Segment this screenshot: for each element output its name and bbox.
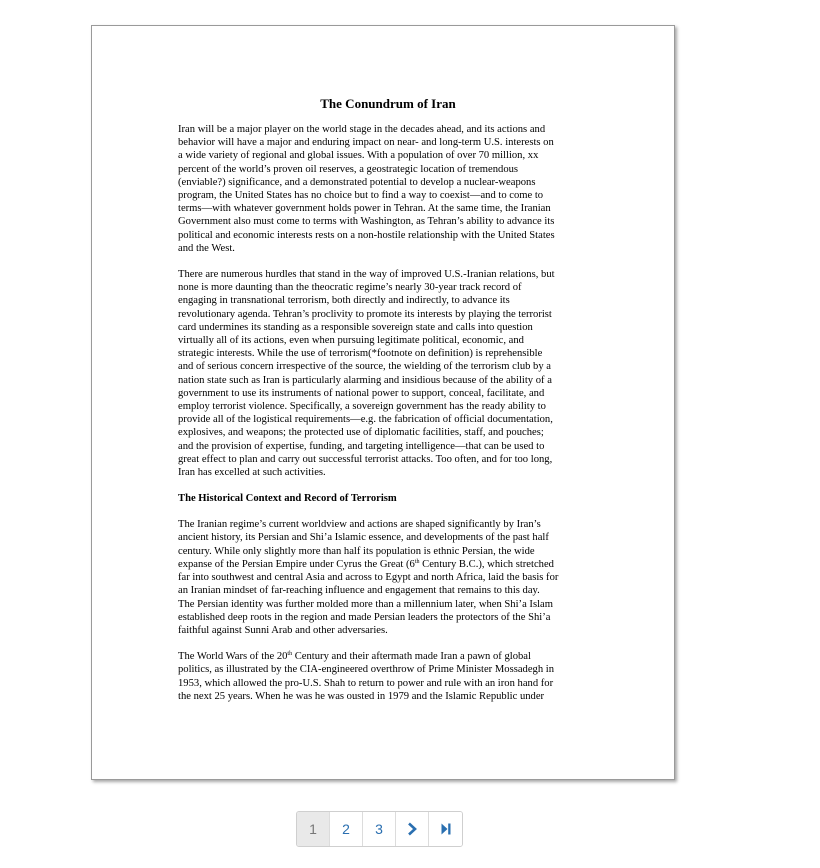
text-segment: Century and their aftermath made Iran a pawn of global bbox=[292, 651, 531, 663]
paragraph-2 bbox=[178, 268, 590, 479]
text-line bbox=[178, 650, 590, 663]
text-line: (enviable?) significance, and a demonstrated potential to develop a nuclear-weapons bbox=[178, 176, 536, 188]
last-page-button[interactable] bbox=[429, 812, 462, 846]
text-line: employ terrorist violence. Specifically, a sovereign government has the ready ability to bbox=[178, 401, 546, 413]
text-line: far into southwest and central Asia and across to Egypt and north Africa, laid the basis for bbox=[178, 572, 559, 584]
text-line: Iran has excelled at such activities. bbox=[178, 467, 326, 479]
text-line: and the West. bbox=[178, 242, 235, 254]
text-line: explosives, and weapons; the protected use of diplomatic facilities, staff, and pouches; bbox=[178, 427, 544, 439]
text-segment: Century B.C.), which stretched bbox=[419, 558, 554, 570]
paragraph-1 bbox=[178, 123, 590, 255]
superscript: th bbox=[287, 651, 293, 658]
text-line: political and economic interests rests on a non-hostile relationship with the United States bbox=[178, 229, 555, 241]
document-title: The Conundrum of Iran bbox=[320, 96, 456, 111]
text-line: behavior will have a major and enduring impact on near- and long-term U.S. interests on bbox=[178, 137, 554, 149]
text-line: The Iranian regime’s current worldview and actions are shaped significantly by Iran’s bbox=[178, 519, 541, 531]
text-line: an Iranian mindset of far-reaching influence and engagement that remains to this day. bbox=[178, 585, 540, 597]
text-line: terms—with whatever government holds power in Tehran. At the same time, the Iranian bbox=[178, 203, 551, 215]
page-2-button[interactable]: 2 bbox=[330, 812, 363, 846]
text-line: percent of the world’s proven oil reserves, a geostrategic location of tremendous bbox=[178, 163, 519, 175]
text-line: card undermines its standing as a responsible sovereign state and calls into question bbox=[178, 321, 533, 333]
text-line: politics, as illustrated by the CIA-engineered overthrow of Prime Minister Mossadegh in bbox=[178, 664, 555, 676]
text-line: Government also must come to terms with Washington, as Tehran’s ability to advance its bbox=[178, 216, 555, 228]
page-3-button[interactable]: 3 bbox=[363, 812, 396, 846]
text-segment: expanse of the Persian Empire under Cyrus the Great (6 bbox=[178, 558, 415, 570]
text-line: the next 25 years. When he was he was ousted in 1979 and the Islamic Republic under bbox=[178, 690, 545, 702]
section-heading: The Historical Context and Record of Terrorism bbox=[178, 493, 397, 505]
paragraph-3 bbox=[178, 518, 590, 637]
superscript: th bbox=[414, 558, 420, 565]
last-page-icon bbox=[440, 822, 452, 836]
text-line: none is more daunting than the theocratic regime’s nearly 30-year track record of bbox=[178, 282, 522, 294]
document-page bbox=[91, 25, 675, 780]
text-line: and of serious concern irrespective of the source, the wielding of the terrorism club by a bbox=[178, 361, 552, 373]
text-line: strategic interests. While the use of terrorism(*footnote on definition) is reprehensible bbox=[178, 348, 543, 360]
text-line: century. While only slightly more than half its population is ethnic Persian, the wide bbox=[178, 545, 535, 557]
page-content bbox=[178, 96, 590, 716]
page-1-button[interactable]: 1 bbox=[297, 812, 330, 846]
text-line: revolutionary agenda. Tehran’s proclivity to promote its interests by playing the terrorist bbox=[178, 308, 552, 320]
text-line: 1953, which allowed the pro-U.S. Shah to return to power and rule with an iron hand for bbox=[178, 677, 554, 689]
text-line: The Persian identity was further molded more than a millennium later, when Shi’a Islam bbox=[178, 598, 553, 610]
text-line: faithful against Sunni Arab and other adversaries. bbox=[178, 624, 388, 636]
text-line: a wide variety of regional and global issues. With a population of over 70 million, xx bbox=[178, 150, 539, 162]
text-line: great effect to plan and carry out successful terrorist attacks. Too often, and for too long, bbox=[178, 453, 553, 465]
pagination bbox=[296, 811, 463, 847]
text-line bbox=[178, 558, 590, 571]
chevron-right-icon bbox=[406, 822, 418, 836]
text-line: provide all of the logistical requirements—e.g. the fabrication of official documentation, bbox=[178, 414, 553, 426]
text-line: ancient history, its Persian and Shi’a Islamic essence, and developments of the past half bbox=[178, 532, 549, 544]
text-line: Iran will be a major player on the world stage in the decades ahead, and its actions and bbox=[178, 124, 546, 135]
next-page-button[interactable] bbox=[396, 812, 429, 846]
text-line: established deep roots in the region and made Persian leaders the protectors of the Shi’a bbox=[178, 611, 551, 623]
text-line: engaging in transnational terrorism, both directly and indirectly, to advance its bbox=[178, 295, 510, 307]
paragraph-4 bbox=[178, 650, 590, 703]
text-line: and the provision of expertise, funding, and targeting intelligence—that can be used to bbox=[178, 440, 545, 452]
text-line: program, the United States has no choice but to find a way to coexist—and to come to bbox=[178, 190, 544, 202]
text-line: government to use its instruments of national power to support, conceal, facilitate, and bbox=[178, 387, 545, 399]
text-line: There are numerous hurdles that stand in the way of improved U.S.-Iranian relations, but bbox=[178, 269, 555, 281]
text-segment: The World Wars of the 20 bbox=[178, 651, 288, 663]
text-line: nation state such as Iran is particularly alarming and insidious because of the ability of a bbox=[178, 374, 552, 386]
text-line: virtually all of its actions, even when pursuing legitimate political, economic, and bbox=[178, 335, 524, 347]
